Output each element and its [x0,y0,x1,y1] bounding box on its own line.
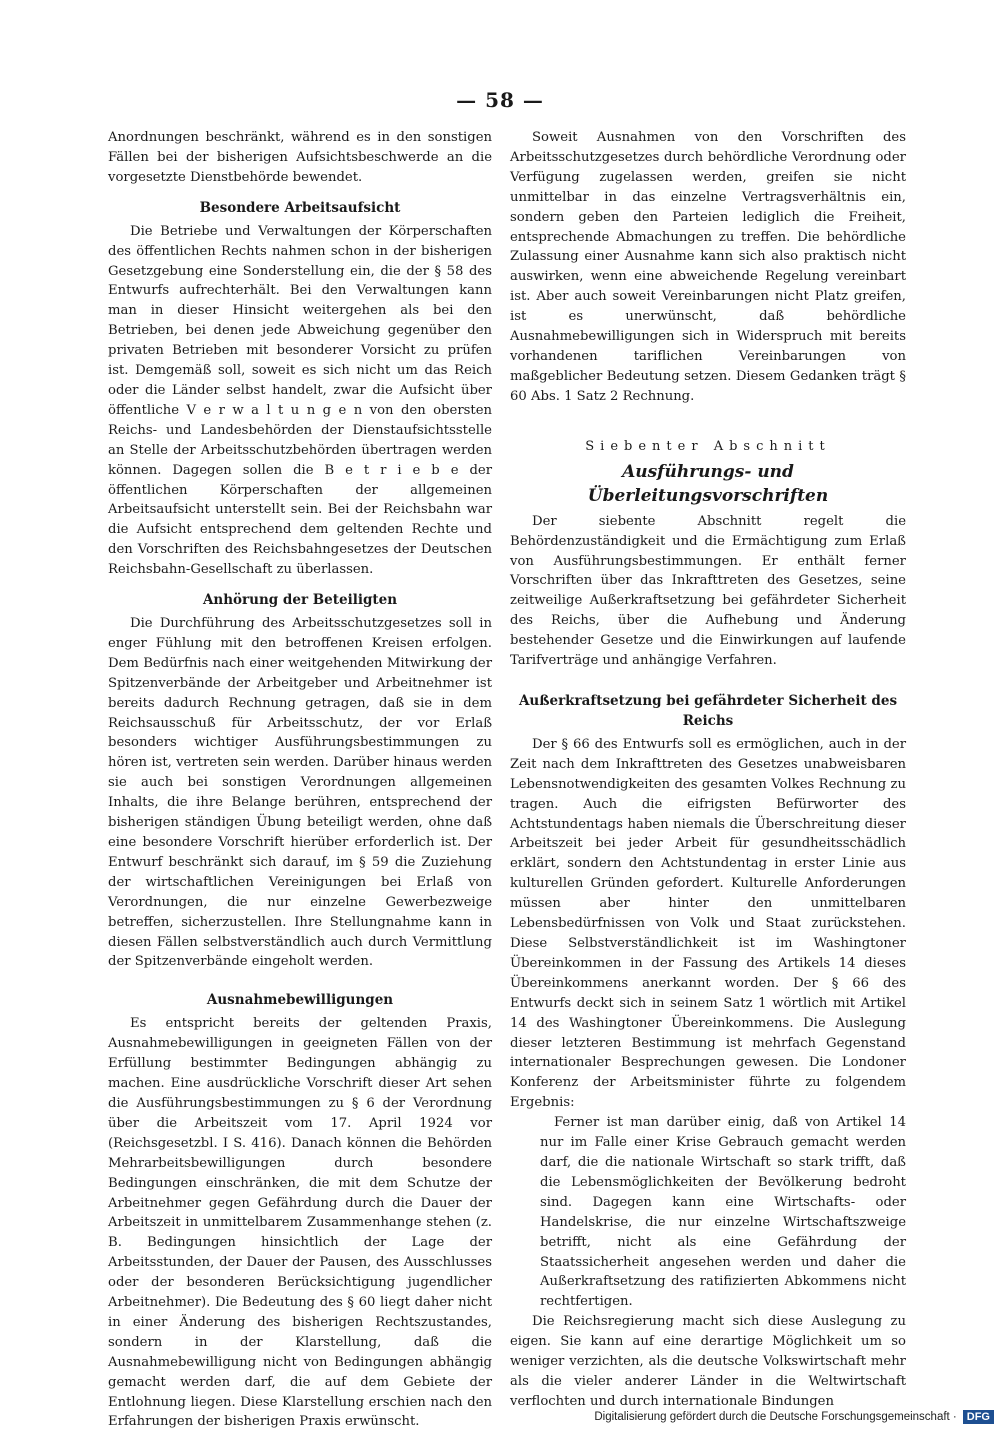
left-paragraph-3: Die Durchführung des Arbeitsschutzgesetzes soll in enger Fühlung mit den betroffenen Kreisen erfolgen. Dem Bedürfnis nach einer weitgehenden Mitwirkung der Spitzenverbände der Arbeitgeber und Arbeitnehmer ist bereits dadurch Rechnung getragen, daß sie in dem Reichsausschuß für Arbeitsschutz, der vor Erlaß besonders wichtiger Ausführungsbestimmungen zu hören ist, vertreten sein werden. Darüber hinaus werden sie auch bei sonstigen Verordnungen allgemeinen Inhalts, die ihre Belange berühren, entsprechend der bisherigen ständigen Übung beteiligt werden, ohne daß eine besondere Vorschrift hierüber erforderlich ist. Der Entwurf beschränkt sich darauf, im § 59 die Zuziehung der wirtschaftlichen Vereinigungen bei Erlaß von Verordnungen, die nur einzelne Gewerbezweige betreffen, sicherzustellen. Ihre Stellungnahme kann in diesen Fällen selbstverständlich auch durch Vermittlung der Spitzenverbände eingeholt werden. [108,616,492,970]
footer-text: Digitalisierung gefördert durch die Deutsche Forschungsgemeinschaft · [594,1411,957,1423]
heading-ausnahmebewilligungen: Ausnahmebewilligungen [206,992,394,1009]
right-paragraph-2: Der siebente Abschnitt regelt die Behördenzuständigkeit und die Ermächtigung zum Erlaß von Ausführungsbestimmungen. Er enthält ferner Vorschriften über das Inkrafttreten des Gesetzes, seine zeitweilige Außerkraftsetzung bei gefährdeter Sicherheit des Reichs, über die Aufhebung und Änderung bestehender Gesetze und die Einwirkungen auf laufende Tarifverträge und anhängige Verfahren. [510,513,906,669]
heading-besondere-arbeitsaufsicht: Besondere Arbeitsaufsicht [199,199,401,216]
right-paragraph-3: Der § 66 des Entwurfs soll es ermöglichen, auch in der Zeit nach dem Inkrafttreten des Gesetzes unabweisbaren Lebensnotwendigkeiten des gesamten Volkes Rechnung zu tragen. Auch die eifrigsten Befürworter des Achtstundentags haben niemals die Überschreitung dieser Arbeitszeit bei jeder Arbeit für gesundheitsschädlich erklärt, sondern den Achtstundentag in erster Linie aus kulturellen Gründen gefordert. Kulturelle Anforderungen müssen aber hinter den unmittelbaren Lebensbedürfnissen von Volk und Staat zurückstehen. Diese Selbstverständlichkeit ist im Washingtoner Übereinkommen in der Fassung des Artikels 14 dieses Übereinkommens anerkannt worden. Der § 66 des Entwurfs deckt sich in seinem Satz 1 wörtlich mit Artikel 14 des Washingtoner Übereinkommens. Die Auslegung dieser letzteren Bestimmung ist mehrfach Gegenstand internationaler Besprechungen gewesen. Die Londoner Konferenz der Arbeitsminister führte zu folgendem Ergebnis: [510,736,906,1111]
page-number: — 58 — [456,88,544,112]
heading-anhoerung: Anhörung der Beteiligten [202,592,398,609]
block-quote: Ferner ist man darüber einig, daß von Artikel 14 nur im Falle einer Krise Gebrauch gemacht werden darf, die die nationale Wirtschaft so stark trifft, daß die Lebensmöglichkeiten der Bevölkerung bedroht sind. Dagegen kann eine Wirtschafts- oder Handelskrise, die nur einzelne Wirtschaftszweige betrifft, nicht als eine Gefährdung der Staatssicherheit angesehen werden und daher die Außerkraftsetzung des ratifizierten Abkommens nicht rechtfertigen. [540,1115,906,1310]
right-paragraph-1: Soweit Ausnahmen von den Vorschriften des Arbeitsschutzgesetzes durch behördliche Verordnung oder Verfügung zugelassen werden, greifen sie nicht unmittelbar in das einzelne Vertragsverhältnis ein, sondern geben den Parteien lediglich die Freiheit, entsprechende Abmachungen zu treffen. Die behördliche Zulassung einer Ausnahme kann sich also praktisch nicht auswirken, wenn eine abweichende Regelung vereinbart ist. Aber auch soweit Vereinbarungen nicht Platz greifen, ist es unerwünscht, daß behördliche Ausnahmebewilligungen sich in Widerspruch mit bereits vorhandenen tariflichen Vereinbarungen von maßgeblicher Bedeutung setzen. Diesem Gedanken trägt § 60 Abs. 1 Satz 2 Rechnung. [510,130,906,404]
footer [594,1410,994,1424]
left-column [108,128,492,1432]
left-paragraph-4: Es entspricht bereits der geltenden Praxis, Ausnahmebewilligungen in geeigneten Fällen von der Erfüllung bestimmter Bedingungen abhängig zu machen. Eine ausdrückliche Vorschrift dieser Art sehen die Ausführungsbestimmungen zu § 6 der Verordnung über die Arbeitszeit vom 17. April 1924 vor (Reichsgesetzbl. I S. 416). Danach können die Behörden Mehrarbeitsbewilligungen durch besondere Bedingungen einschränken, die mit dem Schutze der Arbeitnehmer gegen Gefährdung durch die Dauer der Arbeitszeit in unmittelbarem Zusammenhange stehen (z. B. Bedingungen hinsichtlich der Lage der Arbeitsstunden, der Dauer der Pausen, des Ausschlusses oder der besonderen Berücksichtigung jugendlicher Arbeitnehmer). Die Bedeutung des § 60 liegt daher nicht in einer Änderung des bisherigen Rechtszustandes, sondern in der Klarstellung, daß die Ausnahmebewilligung nicht von Bedingungen abhängig gemacht werden darf, die auf dem Gebiete der Entlohnung liegen. Diese Klarstellung erschien nach den Erfahrungen der bisherigen Praxis erwünscht. [108,1016,492,1430]
dfg-logo: DFG [963,1410,994,1424]
section-title: Ausführungs- und Überleitungsvorschriften [587,461,829,506]
right-paragraph-4: Die Reichsregierung macht sich diese Auslegung zu eigen. Sie kann auf eine derartige Möglichkeit um so weniger verzichten, als die deutsche Volkswirtschaft mehr als die vieler anderer Länder in die Weltwirtschaft verflochten und durch internationale Bindungen [510,1314,906,1409]
right-column [510,128,906,1412]
left-paragraph-1: Anordnungen beschränkt, während es in den sonstigen Fällen bei der bisherigen Aufsichtsbeschwerde an die vorgesetzte Dienstbehörde bewendet. [108,130,492,185]
heading-ausserkraftsetzung: Außerkraftsetzung bei gefährdeter Sicherheit des Reichs [518,692,898,729]
left-paragraph-2: Die Betriebe und Verwaltungen der Körperschaften des öffentlichen Rechts nahmen schon in der bisherigen Gesetzgebung eine Sonderstellung ein, die der § 58 des Entwurfs aufrechterhält. Bei den Verwaltungen kann man in dieser Hinsicht weitergehen als bei den Betrieben, bei denen jede Abweichung gegenüber den privaten Betrieben mit besonderer Vorsicht zu prüfen ist. Demgemäß soll, soweit es sich nicht um das Reich oder die Länder selbst handelt, zwar die Aufsicht über öffentliche V e r w a l t u n g e n von den obersten Reichs- und Landesbehörden der Dienstaufsichtsstelle an Stelle der Arbeitsschutzbehörden übertragen werden können. Dagegen sollen die B e t r i e b e der öffentlichen Körperschaften der allgemeinen Arbeitsaufsicht unterstellt sein. Bei der Reichsbahn war die Aufsicht entsprechend dem geltenden Rechte und den Vorschriften des Reichsbahngesetzes der Deutschen Reichsbahn-Gesellschaft zu überlassen. [108,223,492,578]
section-label: Siebenter Abschnitt [585,438,831,454]
